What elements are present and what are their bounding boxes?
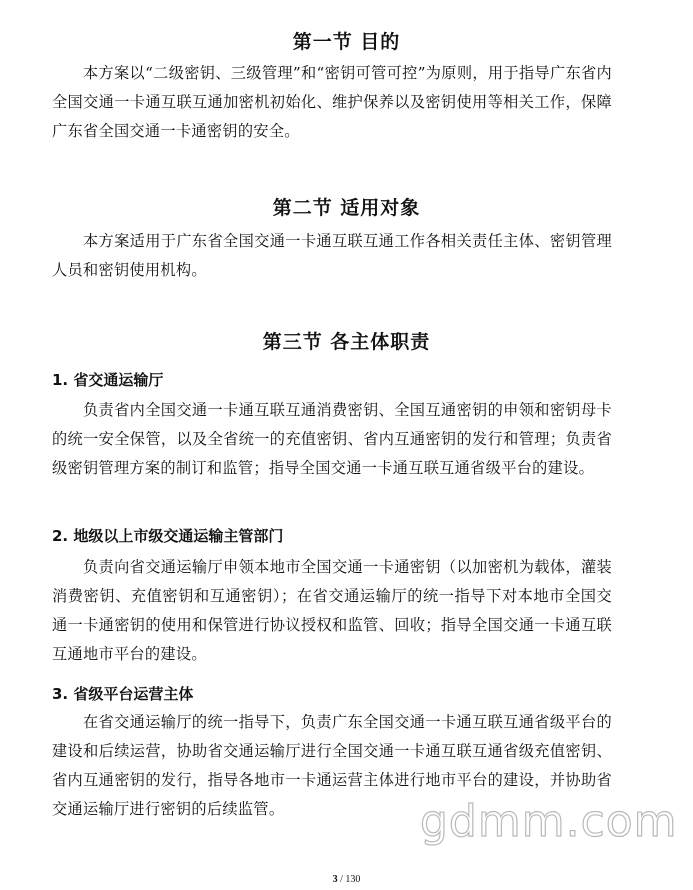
current-page-number: 3: [332, 874, 338, 885]
item-3-heading: 3. 省级平台运营主体: [52, 685, 194, 703]
watermark-logo: gdmm.com: [420, 796, 678, 847]
page-separator: /: [337, 874, 346, 885]
item-2-heading: 2. 地级以上市级交通运输主管部门: [52, 527, 284, 545]
page-number: [0, 874, 693, 885]
section-3-title: 第三节 各主体职责: [262, 331, 431, 353]
section-2-title: 第二节 适用对象: [272, 197, 421, 219]
item-1-paragraph: 负责省内全国交通一卡通互联互通消费密钥、全国互通密钥的申领和密钥母卡的统一安全保管，以及全省统一的充值密钥、省内互通密钥的发行和管理；负责省级密钥管理方案的制订和监管；指导全国交通一卡通互联互通省级平台的建设。: [52, 401, 612, 477]
section-2-paragraph: 本方案适用于广东省全国交通一卡通互联互通工作各相关责任主体、密钥管理人员和密钥使用机构。: [52, 232, 612, 279]
section-1-paragraph: 本方案以“二级密钥、三级管理”和“密钥可管可控”为原则，用于指导广东省内全国交通一卡通互联互通加密机初始化、维护保养以及密钥使用等相关工作，保障广东省全国交通一卡通密钥的安全。: [52, 64, 612, 140]
item-2-paragraph: 负责向省交通运输厅申领本地市全国交通一卡通密钥（以加密机为载体，灌装消费密钥、充值密钥和互通密钥）；在省交通运输厅的统一指导下对本地市全国交通一卡通密钥的使用和保管进行协议授权和监管、回收；指导全国交通一卡通互联互通地市平台的建设。: [52, 558, 612, 663]
item-3-paragraph: 在省交通运输厅的统一指导下，负责广东全国交通一卡通互联互通省级平台的建设和后续运营，协助省交通运输厅进行全国交通一卡通互联互通省级充值密钥、省内互通密钥的发行，指导各地市一卡通运营主体进行地市平台的建设，并协助省交通运输厅进行密钥的后续监管。: [52, 713, 612, 818]
section-1-title: 第一节 目的: [292, 31, 401, 53]
item-1-heading: 1. 省交通运输厅: [52, 371, 164, 389]
total-pages: 130: [345, 874, 361, 885]
